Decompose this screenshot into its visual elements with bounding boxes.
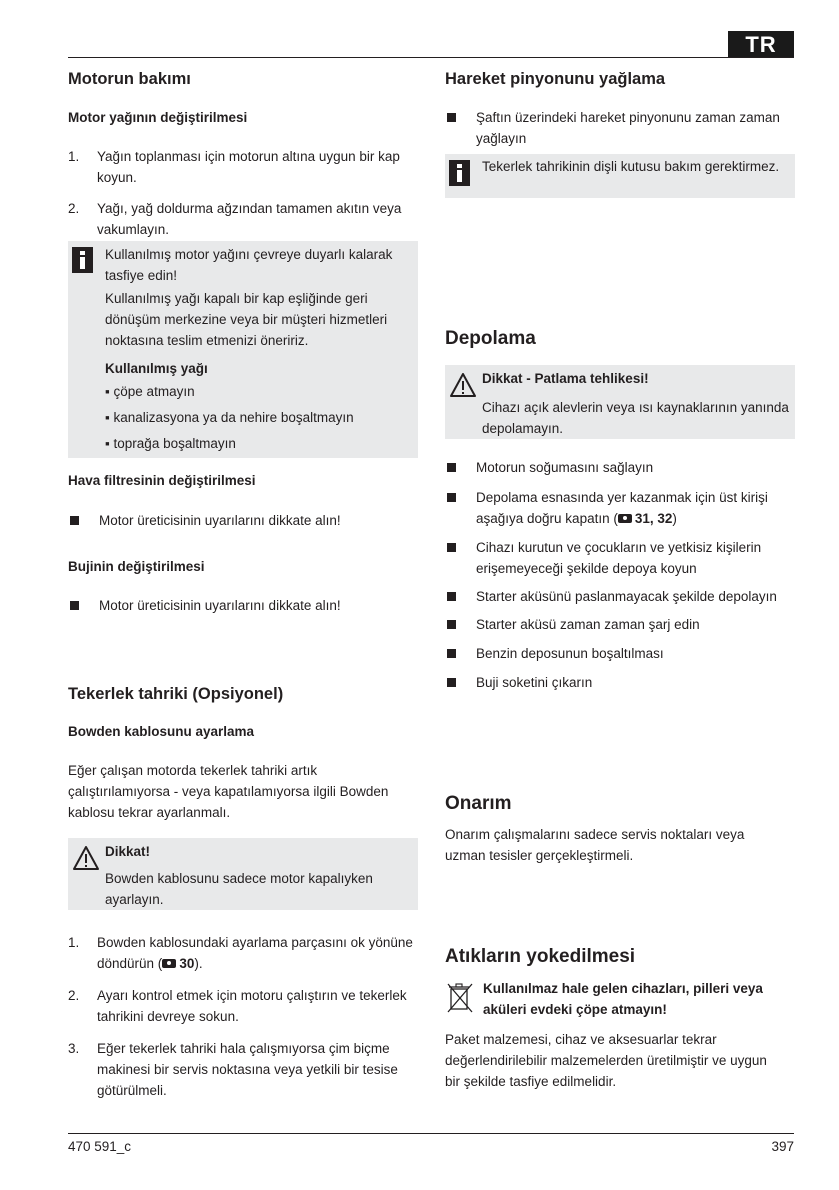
spark-plug-bullet [68, 595, 418, 616]
bullet-text: Starter aküsü zaman zaman şarj edin [476, 617, 700, 632]
camera-icon [162, 959, 176, 968]
bullet-square [447, 113, 456, 122]
wheel-drive-heading: Tekerlek tahriki (Opsiyonel) [68, 685, 284, 703]
bullet-text: Motor üreticisinin uyarılarını dikkate alın! [99, 513, 341, 528]
bullet-text: Buji soketini çıkarın [476, 675, 593, 690]
spark-plug-heading: Bujinin değiştirilmesi [68, 559, 205, 574]
oil-info-box [68, 241, 418, 458]
info-icon [449, 160, 470, 186]
document-id: 470 591_c [68, 1139, 132, 1154]
bullet-text: Benzin deposunun boşaltılması [476, 646, 664, 661]
warning-text: Bowden kablosunu sadece motor kapalıyken ayarlayın. [105, 871, 373, 907]
step-number: 3. [68, 1041, 80, 1056]
info-text-2: Kullanılmış yağı kapalı bir kap eşliğinde geri dönüşüm merkezine veya bir müşteri hizmetleri noktasına teslim etmenizi öneririz. [105, 291, 388, 348]
info-list-item: ▪ çöpe atmayın [105, 384, 195, 399]
crossed-bin-icon [447, 981, 473, 1013]
storage-bullet [445, 487, 795, 529]
storage-heading: Depolama [445, 328, 536, 349]
info-list-item: ▪ kanalizasyona ya da nehire boşaltmayın [105, 410, 354, 425]
bullet-text: Depolama esnasında yer kazanmak için üst kirişi aşağıya doğru kapatın ( 31, 32) [476, 490, 768, 526]
step-text: Yağın toplanması için motorun altına uygun bir kap koyun. [97, 149, 400, 185]
bowden-paragraph: Eğer çalışan motorda tekerlek tahriki artık çalıştırılamıyorsa - veya kapatılamıyorsa ilgili Bowden kablosu tekrar ayarlanmalı. [68, 763, 389, 820]
info-text: Tekerlek tahrikinin dişli kutusu bakım gerektirmez. [482, 159, 780, 174]
storage-bullet [445, 614, 795, 635]
page-number: 397 [771, 1139, 794, 1154]
camera-icon [618, 514, 632, 523]
bullet-square [70, 601, 79, 610]
step-text: Eğer tekerlek tahriki hala çalışmıyorsa çim biçme makinesi bir servis noktasına veya yetkili bir tesise götürülmeli. [97, 1041, 398, 1098]
bullet-text: Starter aküsünü paslanmayacak şekilde depolayın [476, 589, 777, 604]
repair-text: Onarım çalışmalarını sadece servis noktaları veya uzman tesisler gerçekleştirmeli. [445, 827, 745, 863]
bowden-step-3 [68, 1038, 418, 1101]
oil-step-1 [68, 146, 418, 188]
bullet-square [70, 516, 79, 525]
bowden-step-2 [68, 985, 418, 1027]
bullet-square [447, 592, 456, 601]
bottom-divider [68, 1133, 794, 1134]
bullet-text: Motor üreticisinin uyarılarını dikkate alın! [99, 598, 341, 613]
disposal-text: Paket malzemesi, cihaz ve aksesuarlar tekrar değerlendirilebilir malzemelerden üretilmiştir ve uygun bir şekilde tasfiye edilmelidir. [445, 1032, 767, 1089]
bullet-text: Motorun soğumasını sağlayın [476, 460, 654, 475]
info-subtitle: Kullanılmış yağı [105, 361, 208, 376]
bullet-square [447, 463, 456, 472]
figure-ref: 31, 32 [634, 511, 673, 526]
bullet-square [447, 493, 456, 502]
bowden-step-1 [68, 932, 418, 974]
bullet-text: Şaftın üzerindeki hareket pinyonunu zaman zaman yağlayın [476, 110, 780, 146]
storage-bullet [445, 457, 795, 478]
pinion-bullet [445, 107, 795, 149]
storage-warning-box [445, 365, 795, 439]
air-filter-heading: Hava filtresinin değiştirilmesi [68, 473, 256, 488]
storage-bullet [445, 643, 795, 664]
step-number: 1. [68, 149, 80, 164]
warning-icon [449, 372, 477, 398]
step-text: Ayarı kontrol etmek için motoru çalıştırın ve tekerlek tahrikini devreye sokun. [97, 988, 407, 1024]
disposal-heading: Atıkların yokedilmesi [445, 946, 636, 967]
repair-heading: Onarım [445, 793, 512, 814]
step-number: 2. [68, 988, 80, 1003]
storage-bullet [445, 537, 795, 579]
storage-bullet [445, 672, 795, 693]
pinion-info-box [445, 154, 795, 198]
bowden-heading: Bowden kablosunu ayarlama [68, 724, 255, 739]
bullet-square [447, 620, 456, 629]
bowden-warning-box [68, 838, 418, 910]
bullet-text: Cihazı kurutun ve çocukların ve yetkisiz kişilerin erişemeyeceği şekilde depoya koyun [476, 540, 762, 576]
step-text: Yağı, yağ doldurma ağzından tamamen akıtın veya vakumlayın. [97, 201, 402, 237]
motor-care-heading: Motorun bakımı [68, 70, 191, 88]
bullet-square [447, 543, 456, 552]
disposal-warning: Kullanılmaz hale gelen cihazları, pilleri veya aküleri evdeki çöpe atmayın! [483, 981, 763, 1017]
warning-title: Dikkat - Patlama tehlikesi! [482, 371, 649, 386]
info-list-item: ▪ toprağa boşaltmayın [105, 436, 236, 451]
oil-change-heading: Motor yağının değiştirilmesi [68, 110, 248, 125]
language-badge: TR [728, 31, 794, 58]
figure-ref: 30 [179, 956, 195, 971]
step-text: Bowden kablosundaki ayarlama parçasını ok yönüne döndürün ( 30). [97, 935, 413, 971]
info-icon [72, 247, 93, 273]
storage-bullet [445, 586, 795, 607]
oil-step-2 [68, 198, 418, 240]
bullet-square [447, 649, 456, 658]
warning-text: Cihazı açık alevlerin veya ısı kaynaklarının yanında depolamayın. [482, 400, 789, 436]
bullet-square [447, 678, 456, 687]
step-number: 2. [68, 201, 80, 216]
warning-title: Dikkat! [105, 844, 151, 859]
pinion-heading: Hareket pinyonunu yağlama [445, 70, 666, 88]
top-divider [68, 57, 794, 58]
warning-icon [72, 845, 100, 871]
step-number: 1. [68, 935, 80, 950]
info-text-1: Kullanılmış motor yağını çevreye duyarlı kalarak tasfiye edin! [105, 247, 393, 283]
air-filter-bullet [68, 510, 418, 531]
